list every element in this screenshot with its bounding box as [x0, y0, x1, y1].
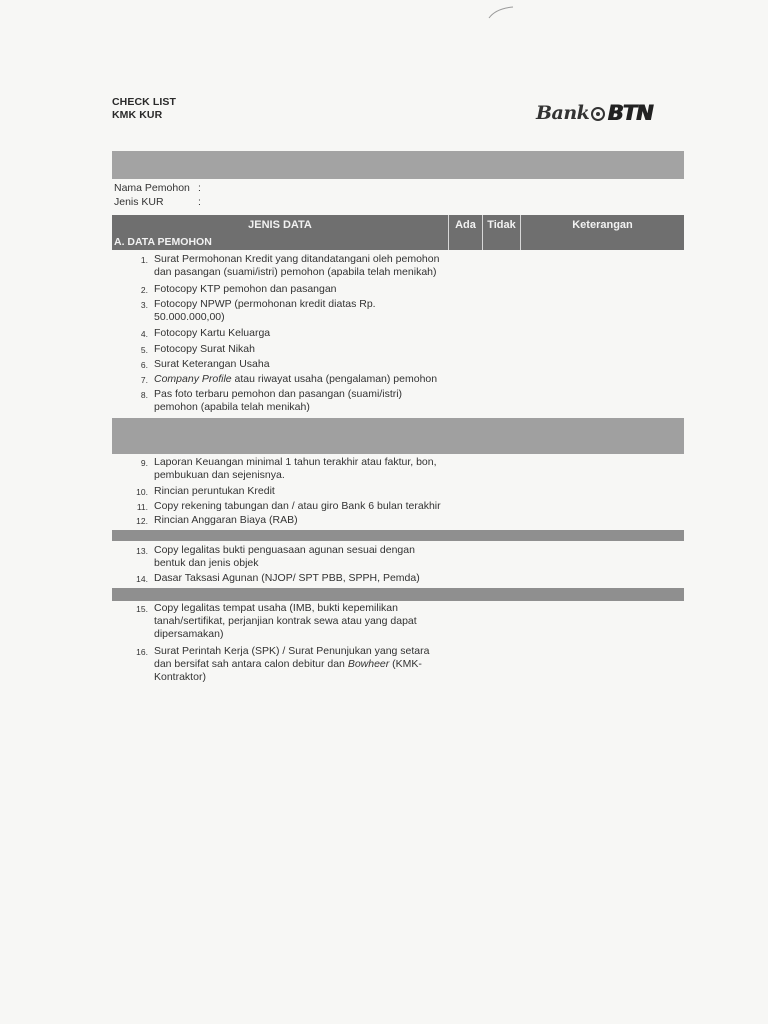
item-text: Laporan Keuangan minimal 1 tahun terakhir atau faktur, bon, pembukuan dan sejenisnya.	[154, 456, 437, 481]
column-divider	[520, 235, 521, 250]
item-number: 16.	[136, 647, 148, 657]
item-text: Rincian Anggaran Biaya (RAB)	[154, 514, 298, 526]
item-number: 1.	[140, 255, 148, 265]
item-number: 11.	[136, 502, 148, 512]
item-text: Dasar Taksasi Agunan (NJOP/ SPT PBB, SPPH, Pemda)	[154, 572, 420, 584]
column-tidak: Tidak	[482, 215, 520, 235]
field-colon: :	[198, 196, 201, 208]
bank-btn-logo	[536, 96, 652, 130]
column-divider	[482, 235, 483, 250]
field-colon: :	[198, 182, 201, 194]
item-number: 8.	[140, 390, 148, 400]
item-number: 10.	[136, 487, 148, 497]
item-text: Fotocopy NPWP (permohonan kredit diatas Rp. 50.000.000,00)	[154, 298, 376, 323]
item-number: 7.	[140, 375, 148, 385]
item-number: 9.	[140, 458, 148, 468]
field-label: Jenis KUR	[114, 196, 164, 208]
pen-mark	[488, 6, 514, 20]
item-text: Copy legalitas tempat usaha (IMB, bukti kepemilikan tanah/sertifikat, perjanjian kontrak sewa atau yang dapat dipersamakan)	[154, 602, 417, 640]
item-text-italic: Company Profile	[154, 373, 232, 385]
item-number: 4.	[140, 329, 148, 339]
item-number: 5.	[140, 345, 148, 355]
item-text	[154, 373, 454, 386]
column-ada: Ada	[448, 215, 482, 235]
column-jenis-data: JENIS DATA	[248, 219, 312, 231]
section-label: A. DATA PEMOHON	[114, 236, 212, 248]
item-number: 2.	[140, 285, 148, 295]
logo-brand: BTN	[607, 101, 653, 125]
table-header	[112, 215, 684, 235]
field-jenis-kur	[114, 196, 201, 208]
btn-emblem-icon	[591, 107, 605, 121]
item-text: Fotocopy Kartu Keluarga	[154, 327, 271, 339]
item-text: Pas foto terbaru pemohon dan pasangan (suami/istri) pemohon (apabila telah menikah)	[154, 388, 403, 413]
item-text-italic: Bowheer	[347, 658, 390, 670]
item-text-rest: atau riwayat usaha (pengalaman) pemohon	[231, 373, 438, 385]
item-text: Copy rekening tabungan dan / atau giro Bank 6 bulan terakhir	[154, 500, 441, 512]
document-title	[112, 96, 176, 122]
section-data-pemohon	[112, 235, 684, 250]
item-number: 15.	[136, 604, 148, 614]
item-text: Rincian peruntukan Kredit	[154, 485, 275, 497]
header-shaded-bar	[112, 151, 684, 179]
item-text: Fotocopy KTP pemohon dan pasangan	[154, 283, 337, 295]
item-text: Fotocopy Surat Nikah	[154, 343, 255, 355]
section-shaded-bar	[112, 418, 684, 454]
item-text	[154, 645, 444, 684]
item-number: 14.	[136, 574, 148, 584]
item-text-part: (KMK-Kontraktor)	[154, 658, 422, 683]
item-text: Copy legalitas bukti penguasaan agunan sesuai dengan bentuk dan jenis objek	[154, 544, 415, 569]
column-keterangan: Keterangan	[520, 215, 684, 235]
column-divider	[448, 235, 449, 250]
item-number: 3.	[140, 300, 148, 310]
field-label: Nama Pemohon	[114, 182, 190, 194]
title-line-2: KMK KUR	[112, 109, 163, 121]
item-text-part: Surat Perintah Kerja (SPK) / Surat Penunjukan yang setara dan bersifat sah antara calon debitur dan	[154, 645, 430, 670]
section-shaded-bar	[112, 530, 684, 541]
logo-word: Bank	[536, 102, 590, 124]
item-number: 12.	[136, 516, 148, 526]
item-text: Surat Keterangan Usaha	[154, 358, 270, 370]
item-number: 6.	[140, 360, 148, 370]
section-shaded-bar	[112, 588, 684, 601]
item-number: 13.	[136, 546, 148, 556]
field-nama-pemohon	[114, 182, 201, 194]
title-line-1: CHECK LIST	[112, 96, 176, 108]
item-text: Surat Permohonan Kredit yang ditandatangani oleh pemohon dan pasangan (suami/istri) pemohon (apabila telah menikah)	[154, 253, 440, 278]
